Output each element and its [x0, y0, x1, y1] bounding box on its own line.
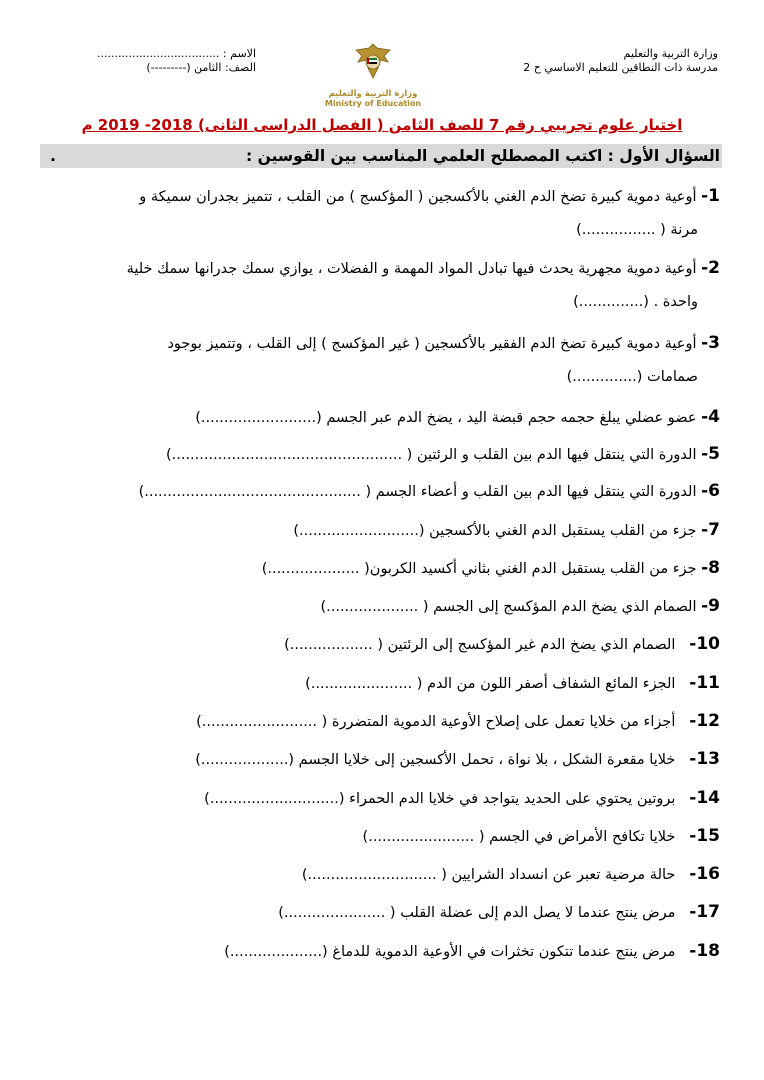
school-name: مدرسة ذات النطاقين للتعليم الاساسي ح 2: [523, 61, 718, 74]
item-number: 18-: [689, 941, 720, 961]
question-header: [40, 144, 722, 168]
list-item-2-cont[interactable]: واحدة . (..............): [573, 294, 698, 310]
list-item-4[interactable]: [195, 407, 720, 427]
emblem-icon: [350, 40, 396, 84]
item-number: 13-: [689, 749, 720, 769]
item-number: 12-: [689, 711, 720, 731]
item-text: حالة مرضية تعبر عن انسداد الشرايين ( ............................): [301, 867, 676, 883]
item-number: 17-: [689, 902, 720, 922]
list-item-3: [167, 333, 720, 353]
school-header: [523, 47, 718, 75]
item-text: مرض ينتج عندما تتكون تخثرات في الأوعية الدموية للدماغ (....................): [224, 944, 676, 960]
item-number: 11-: [689, 673, 720, 693]
item-text: أوعية دموية كبيرة تضخ الدم الغني بالأكسجين ( المؤكسج ) من القلب ، تتميز بجدران سميكة و: [139, 189, 697, 205]
logo-arabic-text: وزارة التربية والتعليم: [328, 89, 418, 99]
list-item-1-cont[interactable]: مرنة ( ................): [576, 222, 698, 238]
item-text: خلايا مقعرة الشكل ، بلا نواة ، تحمل الأكسجين إلى خلايا الجسم (...................): [195, 752, 676, 768]
question-header-text: السؤال الأول : اكتب المصطلح العلمي المناسب بين القوسين :: [246, 147, 720, 165]
ministry-logo: [318, 40, 428, 108]
list-item-18[interactable]: [224, 941, 720, 961]
grade-field[interactable]: الصف: الثامن (---------): [146, 61, 256, 74]
ministry-name: وزارة التربية والتعليم: [623, 47, 718, 60]
list-item-13[interactable]: [195, 749, 720, 769]
item-text: بروتين يحتوي على الحديد يتواجد في خلايا الدم الحمراء (............................): [204, 791, 676, 807]
list-item-14[interactable]: [204, 788, 720, 808]
item-text: عضو عضلي يبلغ حجمه حجم قبضة اليد ، يضخ الدم عبر الجسم (.........................): [195, 410, 697, 426]
item-text: الصمام الذي يضخ الدم المؤكسج إلى الجسم ( ....................): [320, 599, 697, 615]
item-text: جزء من القلب يستقبل الدم الغني بالأكسجين (..........................): [293, 523, 697, 539]
item-number: 1-: [701, 186, 720, 206]
item-text: الجزء المائع الشفاف أصفر اللون من الدم ( ......................): [305, 676, 676, 692]
list-item-7[interactable]: [293, 520, 720, 540]
list-item-1: [139, 186, 720, 206]
item-number: 9-: [701, 596, 720, 616]
item-number: 8-: [701, 558, 720, 578]
list-item-11[interactable]: [305, 673, 720, 693]
list-item-5[interactable]: [166, 444, 720, 464]
list-item-9[interactable]: [320, 596, 720, 616]
list-item-2: [127, 258, 720, 278]
logo-english-text: Ministry of Education: [324, 99, 422, 108]
page-title: اختبار علوم تجريبي رقم 7 للصف الثامن ( الفصل الدراسى الثانى) 2018- 2019 م: [81, 116, 683, 134]
item-number: 14-: [689, 788, 720, 808]
item-number: 5-: [701, 444, 720, 464]
name-field[interactable]: الاسم : ...................................: [97, 47, 256, 60]
item-text: أوعية دموية كبيرة تضخ الدم الفقير بالأكسجين ( غير المؤكسج ) إلى القلب ، وتتميز بوجود: [167, 336, 697, 352]
item-text: الدورة التي ينتقل فيها الدم بين القلب و أعضاء الجسم ( ...............................................): [138, 484, 697, 500]
list-item-17[interactable]: [278, 902, 720, 922]
item-text: خلايا تكافح الأمراض في الجسم ( .......................): [362, 829, 676, 845]
student-info: [76, 47, 256, 75]
item-number: 10-: [689, 634, 720, 654]
item-number: 3-: [701, 333, 720, 353]
item-text: جزء من القلب يستقبل الدم الغني بثاني أكسيد الكربون( ....................): [261, 561, 697, 577]
list-item-15[interactable]: [363, 826, 720, 846]
item-number: 2-: [701, 258, 720, 278]
item-text: أجزاء من خلايا تعمل على إصلاح الأوعية الدموية المتضررة ( .........................): [196, 714, 676, 730]
item-number: 4-: [701, 407, 720, 427]
list-item-3-cont[interactable]: صمامات (..............): [566, 369, 698, 385]
item-number: 7-: [701, 520, 720, 540]
item-number: 6-: [701, 481, 720, 501]
list-item-6[interactable]: [139, 481, 720, 501]
item-text: مرض ينتج عندما لا يصل الدم إلى عضلة القلب ( ......................): [278, 905, 676, 921]
list-item-12[interactable]: [196, 711, 720, 731]
list-item-8[interactable]: [262, 558, 720, 578]
item-number: 16-: [689, 864, 720, 884]
item-number: 15-: [689, 826, 720, 846]
question-header-dot: .: [50, 147, 56, 165]
list-item-10[interactable]: [284, 634, 720, 654]
list-item-16[interactable]: [302, 864, 720, 884]
item-text: الصمام الذي يضخ الدم غير المؤكسج إلى الرئتين ( ..................): [284, 637, 676, 653]
item-text: أوعية دموية مجهرية يحدث فيها تبادل المواد المهمة و الفضلات ، يوازي سمك جدرانها سمك خلية: [126, 261, 697, 277]
item-text: الدورة التي ينتقل فيها الدم بين القلب و الرئتين ( ..................................................): [165, 447, 697, 463]
